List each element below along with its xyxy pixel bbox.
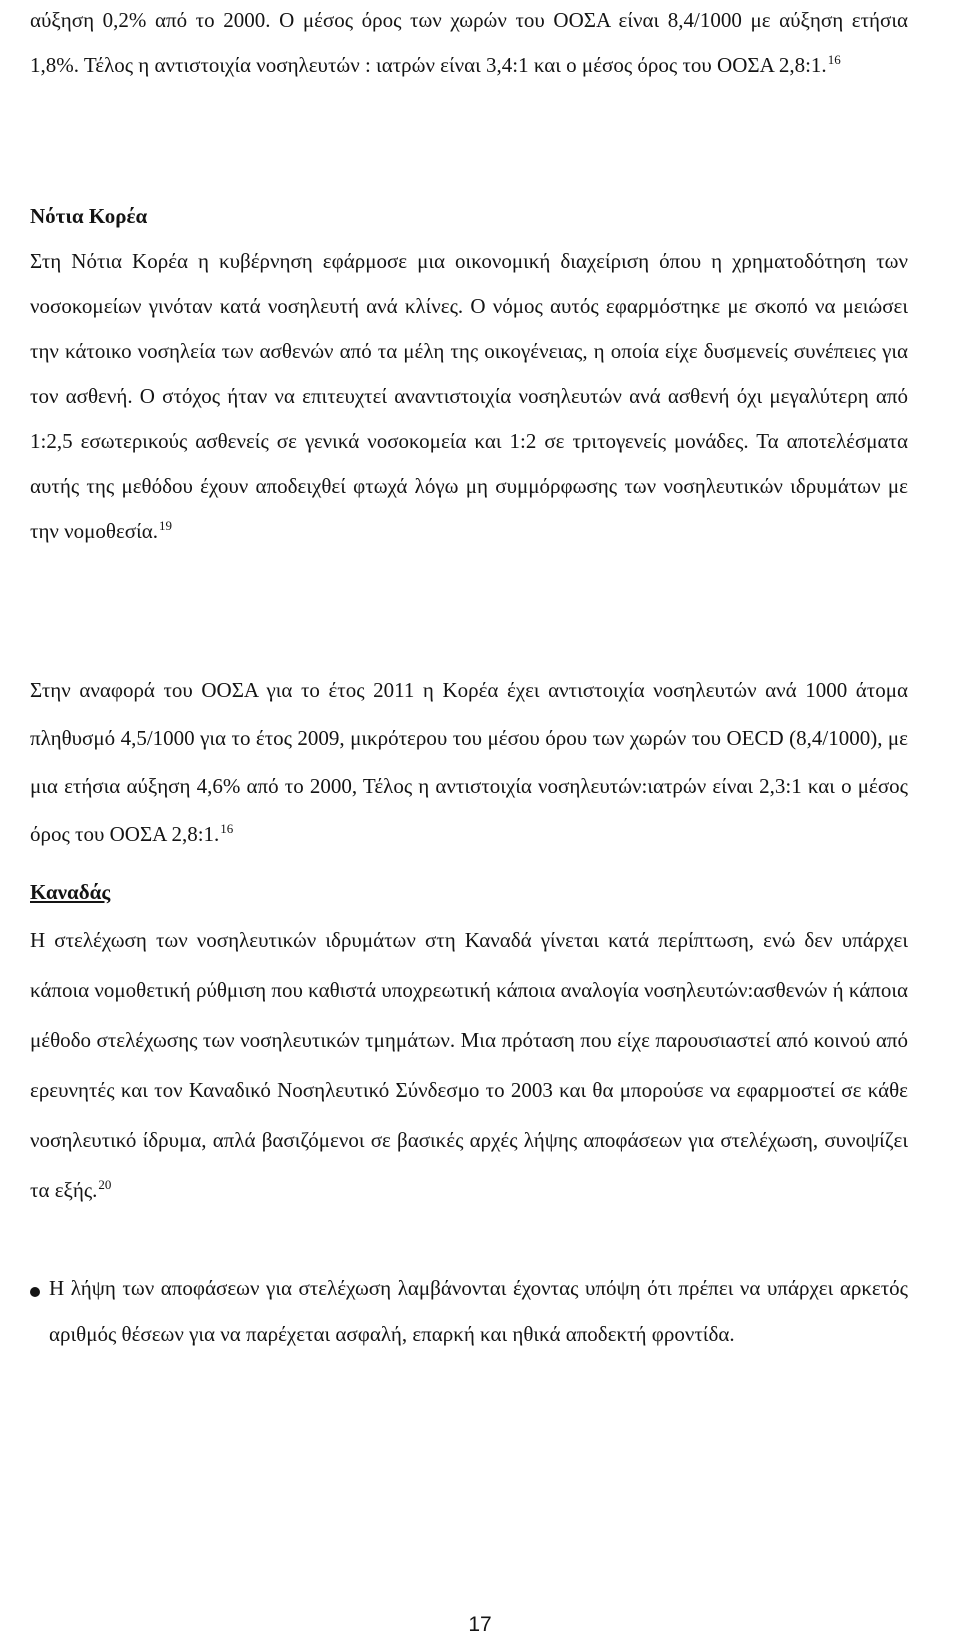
paragraph-oecd-korea	[30, 666, 908, 858]
footnote-ref: 20	[98, 1177, 112, 1192]
footnote-ref: 16	[827, 52, 841, 67]
paragraph-text: αύξηση 0,2% από το 2000. Ο μέσος όρος των χωρών του ΟΟΣΑ είναι 8,4/1000 με αύξηση ετήσια 1,8%. Τέλος η αντιστοιχία νοσηλευτών : ιατρών είναι 3,4:1 και ο μέσος όρος του ΟΟΣΑ 2,8:1.	[30, 8, 908, 77]
page-number: 17	[468, 1613, 492, 1636]
paragraph-text: Στην αναφορά του ΟΟΣΑ για το έτος 2011 η Κορέα έχει αντιστοιχία νοσηλευτών ανά 1000 άτομα πληθυσμό 4,5/1000 για το έτος 2009, μικρότερου του μέσου όρου των χωρών του OECD (8,4/1000), με μια ετήσια αύξηση 4,6% από το 2000, Τέλος η αντιστοιχία νοσηλευτών:ιατρών είναι 2,3:1 και ο μέσος όρος του ΟΟΣΑ 2,8:1.	[30, 678, 908, 846]
section-heading-south-korea: Νότια Κορέα	[30, 204, 148, 228]
bullet-text: Η λήψη των αποφάσεων για στελέχωση λαμβάνονται έχοντας υπόψη ότι πρέπει να υπάρχει αρκετός αριθμός θέσεων για να παρέχεται ασφαλή, επαρκή και ηθικά αποδεκτή φροντίδα.	[49, 1276, 908, 1346]
bullet-dot-icon	[30, 1287, 40, 1297]
paragraph-oecd-continuation	[30, 0, 908, 88]
section-heading-canada: Καναδάς	[30, 880, 111, 904]
footnote-ref: 16	[220, 821, 234, 836]
paragraph-text: Η στελέχωση των νοσηλευτικών ιδρυμάτων στη Καναδά γίνεται κατά περίπτωση, ενώ δεν υπάρχει κάποια νομοθετική ρύθμιση που καθιστά υποχρεωτική κάποια αναλογία νοσηλευτών:ασθενών ή κάποια μέθοδο στελέχωσης των νοσηλευτικών τμημάτων. Μια πρόταση που είχε παρουσιαστεί από κοινού από ερευνητές και τον Καναδικό Νοσηλευτικό Σύνδεσμο το 2003 και θα μπορούσε να εφαρμοστεί σε κάθε νοσηλευτικό ίδρυμα, απλά βασιζόμενοι σε βασικές αρχές λήψης αποφάσεων για στελέχωση, συνοψίζει τα εξής.	[30, 928, 908, 1202]
paragraph-south-korea	[30, 239, 908, 554]
footnote-ref: 19	[159, 518, 173, 533]
paragraph-text: Στη Νότια Κορέα η κυβέρνηση εφάρμοσε μια οικονομική διαχείριση όπου η χρηματοδότηση των νοσοκομείων γινόταν κατά νοσηλευτή ανά κλίνες. Ο νόμος αυτός εφαρμόστηκε με σκοπό να μειώσει την κάτοικο νοσηλεία των ασθενών από τα μέλη της οικογένειας, η οποία είχε δυσμενείς συνέπειες για τον ασθενή. Ο στόχος ήταν να επιτευχτεί αναντιστοιχία νοσηλευτών ανά ασθενή όχι μεγαλύτερη από 1:2,5 εσωτερικούς ασθενείς σε γενικά νοσοκομεία και 1:2 σε τριτογενείς μονάδες. Τα αποτελέσματα αυτής της μεθόδου έχουν αποδειχθεί φτωχά λόγω μη συμμόρφωσης των νοσηλευτικών ιδρυμάτων με την νομοθεσία.	[30, 249, 908, 543]
paragraph-canada	[30, 915, 908, 1215]
